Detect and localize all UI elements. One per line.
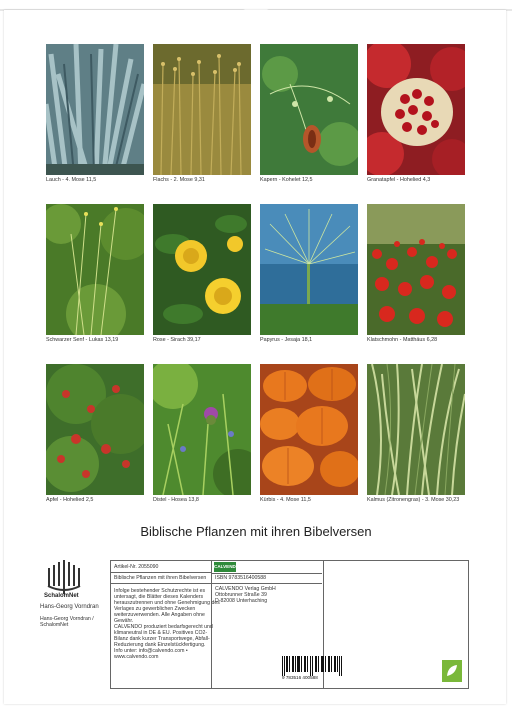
caption-lemongrass: Kalmus (Zitronengras) - 3. Mose 30,23 <box>367 497 460 503</box>
schalomnet-logo <box>42 560 84 602</box>
info-rule <box>111 572 211 573</box>
photo-poppy <box>367 204 465 335</box>
product-title: Biblische Pflanzen mit ihren Bibelversen <box>114 575 207 581</box>
publisher-city: D-82008 Unterhaching <box>215 598 268 604</box>
caption-leek: Lauch - 4. Mose 11,5 <box>46 177 97 183</box>
eco-badge <box>442 660 462 682</box>
photo-pomegranate <box>367 44 465 175</box>
caption-caper: Kapern - Kohelet 12,5 <box>260 177 313 183</box>
photo-caper <box>260 44 358 175</box>
info-rule <box>211 583 322 584</box>
info-rule <box>111 583 211 584</box>
logo-text: SchalomNet <box>44 593 79 599</box>
page-title: Biblische Pflanzen mit ihren Bibelversen <box>140 524 372 539</box>
caption-thistle: Distel - Hosea 13,8 <box>153 497 199 503</box>
publisher-street: Ottobrunner Straße 39 <box>215 592 267 598</box>
author-credit-line2: SchalomNet <box>40 622 69 628</box>
author-name: Hans-Georg Vorndran <box>40 604 99 610</box>
photo-apple <box>46 364 144 495</box>
author-credit-line1: Hans-Georg Vorndran / <box>40 616 94 622</box>
photo-papyrus <box>260 204 358 335</box>
caption-poppy: Klatschmohn - Matthäus 6,28 <box>367 337 438 343</box>
caption-apple: Apfel - Hohelied 2,5 <box>46 497 94 503</box>
info-box: Artikel-Nr. 2055090 Biblische Pflanzen mit ihren Bibelversen Infolge bestehender Schutzrechte ist es untersagt, die Blätter dieses Kalenders herauszutrennen und ohne Genehmigung des Verlages zu gewerblichen Zwecken weiterzuverwenden. Alle Angaben ohne Gewähr. CALVENDO produziert bedarfsgerecht und klimaneutral in DE & EU. Positives CO2- Bilanz dank kurzer Transportwege, Abfall- Reduzierung dank Einzelstückfertigung. Info unter: info@calvendo.com • www.calvendo.com ISBN 9783516400588 CALVENDO Verlag GmbH Ottobrunner Straße 39 D-82008 Unterhaching <box>110 560 324 689</box>
article-number: Artikel-Nr. 2055090 <box>114 564 159 570</box>
photo-leek <box>46 44 144 175</box>
info-rule <box>211 573 322 574</box>
photo-rose <box>153 204 251 335</box>
barcode <box>282 656 342 682</box>
caption-flax: Flachs - 2. Mose 9,31 <box>153 177 205 183</box>
caption-pumpkin: Kürbis - 4. Mose 11,5 <box>260 497 311 503</box>
photo-black-mustard <box>46 204 144 335</box>
isbn: ISBN 9783516400588 <box>215 575 267 581</box>
publisher-name: CALVENDO Verlag GmbH <box>215 586 276 592</box>
photo-pumpkin <box>260 364 358 495</box>
caption-black-mustard: Schwarzer Senf - Lukas 13,19 <box>46 337 119 343</box>
photo-lemongrass <box>367 364 465 495</box>
imprint-section <box>0 560 512 700</box>
barcode-number: 9 783516 400588 <box>282 675 318 680</box>
photo-flax <box>153 44 251 175</box>
caption-rose: Rose - Sirach 39,17 <box>153 337 201 343</box>
photo-thistle <box>153 364 251 495</box>
caption-papyrus: Papyrus - Jesaja 18,1 <box>260 337 313 343</box>
caption-pomegranate: Granatapfel - Hohelied 4,3 <box>367 177 431 183</box>
calvendo-badge: CALVENDO <box>214 562 236 572</box>
